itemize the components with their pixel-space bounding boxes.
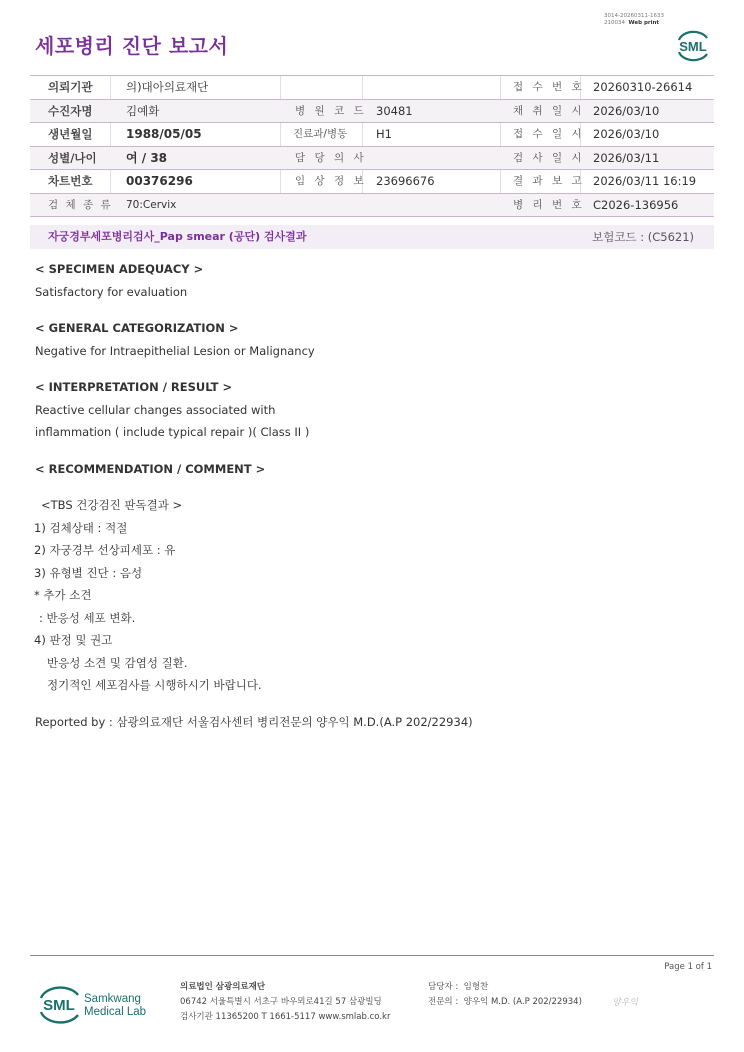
info-label: 의뢰기관 <box>48 80 93 94</box>
info-row <box>30 100 714 124</box>
info-label: 병 원 코 드 <box>295 104 367 117</box>
comment-line: : 반응성 세포 변화. <box>39 610 136 625</box>
specialist-signature: 양우익 <box>612 998 639 1008</box>
footer-divider <box>30 955 714 956</box>
info-value: 의)대아의료재단 <box>126 80 209 94</box>
info-label: 검 체 종 류 <box>48 198 113 211</box>
section-heading: < SPECIMEN ADEQUACY > <box>35 262 204 276</box>
info-label: 병 리 번 호 <box>513 198 585 211</box>
info-value: 1988/05/05 <box>126 127 202 141</box>
info-label: 채 취 일 시 <box>513 104 585 117</box>
samkwang-logo-icon <box>38 982 158 1026</box>
info-value: C2026-136956 <box>593 197 679 212</box>
reported-by: Reported by : 삼광의료재단 서울검사센터 병리전문의 양우익 M.D.(A.P 202/22934) <box>35 714 473 729</box>
info-label: 진료과/병동 <box>293 128 348 140</box>
info-row <box>30 170 714 194</box>
info-label: 결 과 보 고 <box>513 175 585 187</box>
info-label: 접 수 일 시 <box>513 128 585 140</box>
patient-info-table <box>30 75 714 217</box>
info-value: H1 <box>376 127 392 141</box>
footer-address: 06742 서울특별시 서초구 바우뫼로41길 57 삼광빌딩 <box>180 997 382 1007</box>
section-text: Negative for Intraepithelial Lesion or Malignancy <box>35 343 315 358</box>
section-heading: < RECOMMENDATION / COMMENT > <box>35 461 266 476</box>
sml-logo-icon <box>673 26 713 62</box>
info-value: 20260310-26614 <box>593 80 693 94</box>
info-value: 2026/03/10 <box>593 127 660 141</box>
logo-name-line1: Samkwang <box>84 993 141 1005</box>
footer-org-info <box>180 980 390 1025</box>
section-heading: < INTERPRETATION / RESULT > <box>35 380 233 394</box>
print-code-line1: 3014-20260311-1633 <box>604 13 664 19</box>
info-label: 검 사 일 시 <box>513 151 585 164</box>
info-row <box>30 147 714 171</box>
logo-short-text: SML <box>43 997 75 1014</box>
exam-title-band <box>30 225 714 249</box>
info-label: 성별/나이 <box>48 150 97 165</box>
info-value: 2026/03/11 <box>593 150 660 165</box>
info-value: 23696676 <box>376 174 435 188</box>
print-code-number: 210034 <box>604 20 625 26</box>
section-text: Satisfactory for evaluation <box>35 284 188 299</box>
print-code-label: Web print <box>628 20 660 26</box>
comment-line: 2) 자궁경부 선상피세포 : 유 <box>34 543 176 557</box>
info-label: 담 당 의 사 <box>295 151 367 164</box>
staff-name: 임형찬 <box>463 982 489 992</box>
comment-line: 4) 판정 및 권고 <box>34 633 113 647</box>
comment-line: 정기적인 세포검사를 시행하시기 바랍니다. <box>47 678 262 692</box>
info-label: 생년월일 <box>48 127 93 141</box>
tbs-heading: <TBS 건강검진 판독결과 > <box>41 498 183 512</box>
info-value: 여 / 38 <box>126 150 168 165</box>
print-code-line2 <box>604 20 664 27</box>
info-row <box>30 123 714 147</box>
comment-line: 3) 유형별 진단 : 음성 <box>34 565 143 580</box>
info-label: 차트번호 <box>48 174 93 188</box>
info-value: 30481 <box>376 103 413 118</box>
staff-label: 담당자 : <box>428 982 459 992</box>
info-value: 2026/03/10 <box>593 103 660 118</box>
info-label: 수진자명 <box>48 103 93 118</box>
info-value: 김예화 <box>126 103 160 118</box>
info-value: 70:Cervix <box>126 198 177 211</box>
page-number: Page 1 of 1 <box>664 962 712 972</box>
section-text: Reactive cellular changes associated with <box>35 402 276 417</box>
specialist-name: 양우익 M.D. (A.P 202/22934) <box>463 997 582 1007</box>
sml-logo-text: SML <box>679 39 707 54</box>
info-label: 임 상 정 보 <box>295 175 367 187</box>
comment-line: * 추가 소견 <box>34 588 92 602</box>
info-row <box>30 76 714 100</box>
section-text: inflammation ( include typical repair )( Class II ) <box>35 425 310 439</box>
info-value: 00376296 <box>126 174 193 188</box>
section-heading: < GENERAL CATEGORIZATION > <box>35 321 239 335</box>
report-body <box>35 258 695 733</box>
specialist-label: 전문의 : <box>428 997 459 1007</box>
print-code <box>604 13 664 27</box>
logo-name-line2: Medical Lab <box>84 1006 147 1018</box>
info-row <box>30 194 714 218</box>
insurance-code: 보험코드 : (C5621) <box>592 230 694 244</box>
info-label: 접 수 번 호 <box>513 81 585 93</box>
footer-contact: 검사기관 11365200 T 1661-5117 www.smlab.co.kr <box>180 1012 391 1022</box>
exam-name: 자궁경부세포병리검사_Pap smear (공단) 검사결과 <box>48 230 307 243</box>
footer-org-name: 의료법인 삼광의료재단 <box>180 982 266 992</box>
comment-line: 1) 검체상태 : 적절 <box>34 520 128 535</box>
report-title: 세포병리 진단 보고서 <box>35 34 229 58</box>
footer-staff-info <box>428 980 582 1010</box>
info-value: 2026/03/11 16:19 <box>593 174 697 188</box>
comment-line: 반응성 소견 및 감염성 질환. <box>47 655 188 670</box>
